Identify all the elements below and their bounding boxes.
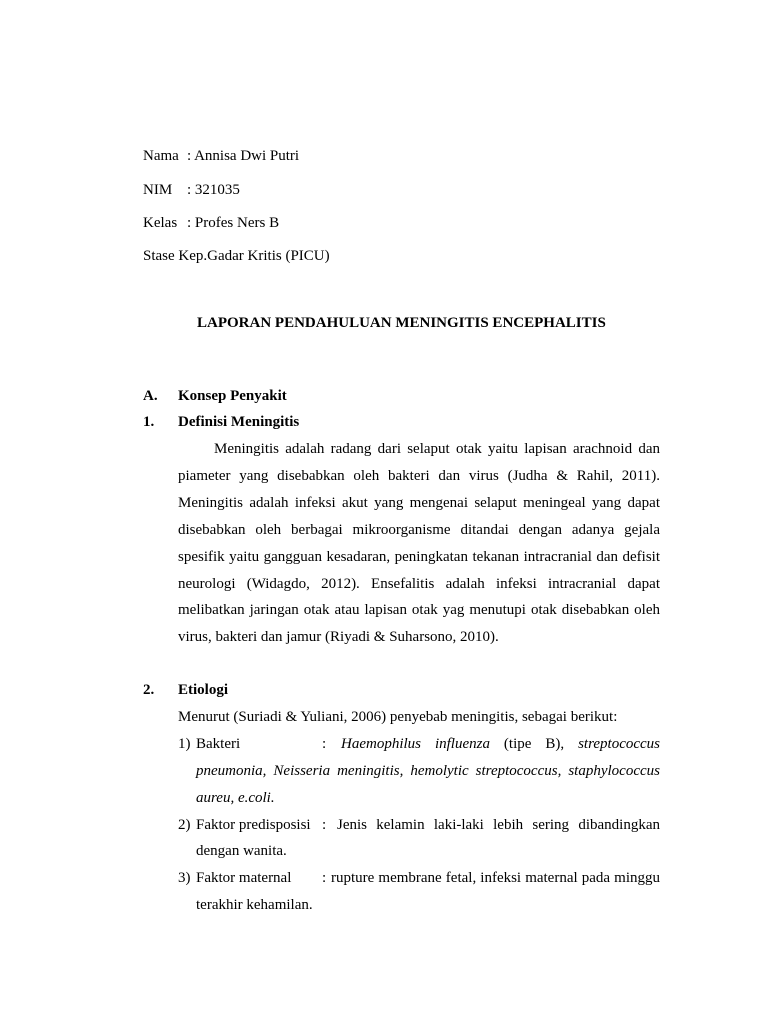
nama-label: Nama: [143, 148, 179, 164]
italic-term: Haemophilus influenza: [341, 736, 490, 752]
list-item-text: terakhir kehamilan.: [196, 897, 313, 913]
section-2-marker: 2.: [143, 682, 155, 698]
paragraph-line: spesifik yaitu gangguan kesadaran, peningkatan tekanan intracranial dan defisit: [178, 549, 660, 565]
paragraph-line: disebabkan oleh berbagai mikroorganisme ditandai dengan adanya gejala: [178, 522, 660, 538]
section-2-heading: Etiologi: [178, 682, 229, 698]
kelas-value: : Profes Ners B: [187, 215, 280, 231]
list-item-text: [196, 789, 660, 807]
list-separator: :: [322, 736, 327, 752]
italic-term: streptococcus: [578, 736, 661, 752]
list-label: Bakteri: [196, 736, 241, 752]
italic-term: aureu, e.coli.: [196, 790, 275, 806]
list-item-text: rupture membrane fetal, infeksi maternal pada minggu: [331, 870, 660, 886]
nama-value: : Annisa Dwi Putri: [187, 148, 300, 164]
list-item-text: Jenis kelamin laki-laki lebih sering dibandingkan: [337, 817, 660, 833]
list-item-text: [341, 735, 660, 753]
kelas-label: Kelas: [143, 215, 178, 231]
etiologi-intro: Menurut (Suriadi & Yuliani, 2006) penyebab meningitis, sebagai berikut:: [178, 709, 618, 725]
list-label: Faktor maternal: [196, 870, 292, 886]
list-number: 3): [178, 870, 191, 886]
list-separator: :: [322, 870, 327, 886]
nim-label: NIM: [143, 182, 173, 198]
section-1-marker: 1.: [143, 414, 155, 430]
section-1-heading: Definisi Meningitis: [178, 414, 300, 430]
paragraph-line: melibatkan jaringan otak atau lapisan otak yag menutupi otak disebabkan oleh: [178, 602, 660, 618]
paragraph-line: piameter yang disebabkan oleh bakteri dan virus (Judha & Rahil, 2011).: [178, 468, 660, 484]
section-a-marker: A.: [143, 388, 158, 404]
list-number: 1): [178, 736, 191, 752]
section-a-heading: Konsep Penyakit: [178, 388, 287, 404]
plain-term: (tipe B),: [503, 736, 565, 752]
list-separator: :: [322, 817, 327, 833]
stase-line: Stase Kep.Gadar Kritis (PICU): [143, 248, 330, 264]
list-label: Faktor predisposisi: [196, 817, 311, 833]
document-title: LAPORAN PENDAHULUAN MENINGITIS ENCEPHALITIS: [197, 315, 606, 331]
paragraph-line: Meningitis adalah radang dari selaput otak yaitu lapisan arachnoid dan: [214, 441, 660, 457]
paragraph-line: virus, bakteri dan jamur (Riyadi & Suharsono, 2010).: [178, 629, 499, 645]
italic-term: pneumonia, Neisseria meningitis, hemolytic streptococcus, staphylococcus: [196, 763, 660, 779]
nim-value: : 321035: [187, 182, 240, 198]
list-item-text: dengan wanita.: [196, 843, 287, 859]
paragraph-line: neurologi (Widagdo, 2012). Ensefalitis adalah infeksi intracranial dapat: [178, 576, 660, 592]
list-item-text: [196, 762, 660, 780]
paragraph-line: Meningitis adalah infeksi akut yang mengenai selaput meningeal yang dapat: [178, 495, 660, 511]
list-number: 2): [178, 817, 191, 833]
